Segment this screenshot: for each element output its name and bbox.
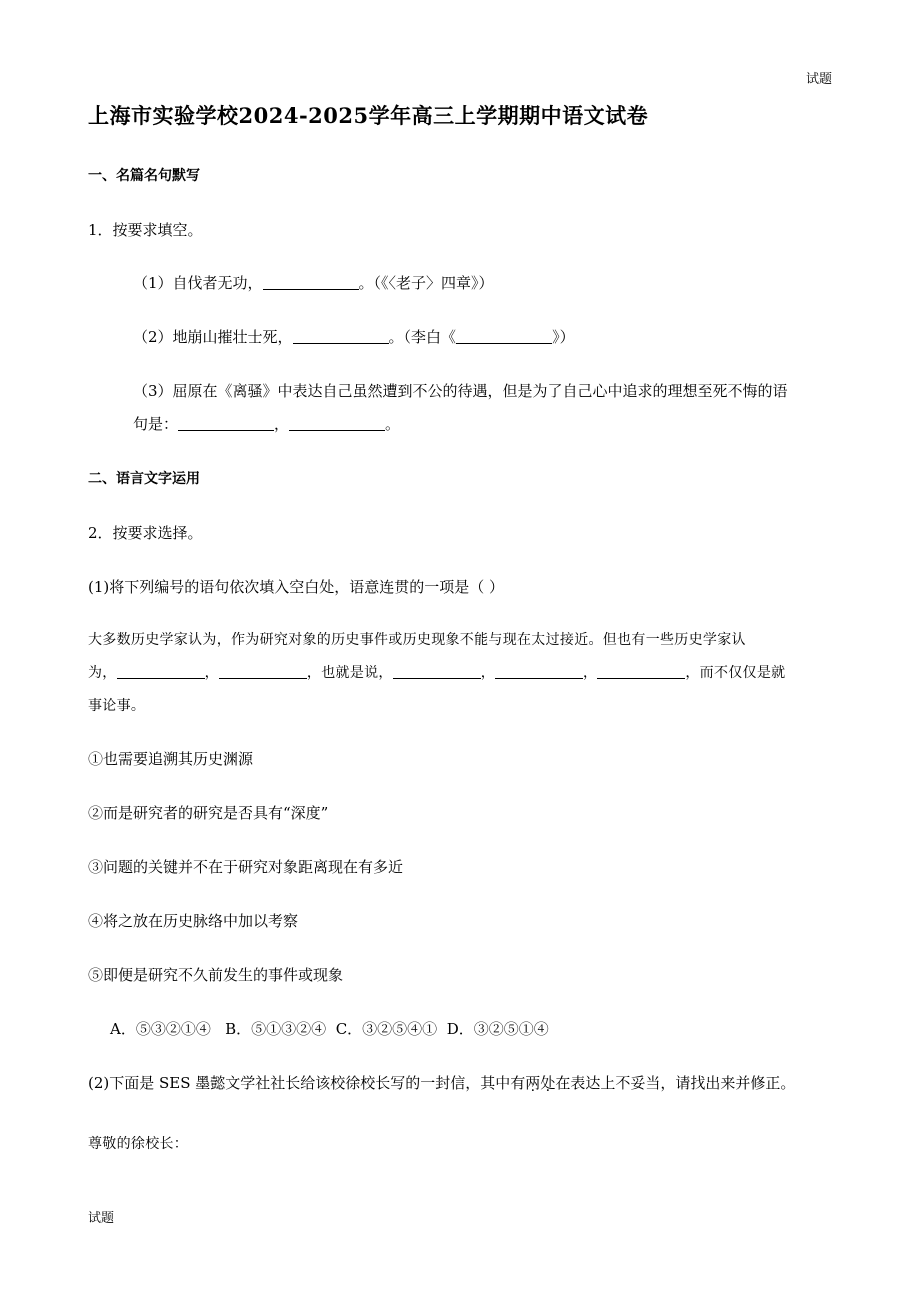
answer-blank xyxy=(219,664,307,679)
item-text: ， xyxy=(274,415,290,433)
header-label: 试题 xyxy=(806,72,833,87)
sentence-item-4: ④将之放在历史脉络中加以考察 xyxy=(88,912,299,930)
passage-line-1: 大多数历史学家认为，作为研究对象的历史事件或历史现象不能与现在太过接近。但也有一些历史学家认 xyxy=(88,632,746,648)
item-text: 。（《〈老子〉四章》） xyxy=(358,274,494,292)
passage-text: 为， xyxy=(88,665,117,681)
answer-blank xyxy=(456,329,552,344)
answer-blank xyxy=(117,664,205,679)
emphasis-mark: 两 xyxy=(525,1074,541,1092)
question-2-stem: 2．按要求选择。 xyxy=(88,524,203,542)
question-1-stem: 1．按要求填空。 xyxy=(88,221,203,239)
passage-line-3: 事论事。 xyxy=(88,698,146,714)
sentence-item-5: ⑤即便是研究不久前发生的事件或现象 xyxy=(88,966,344,984)
answer-blank xyxy=(178,416,274,431)
item-text: 。 xyxy=(385,415,401,433)
footer-label: 试题 xyxy=(88,1211,115,1226)
question-2-sub-2-stem xyxy=(88,1072,795,1093)
emphasis-mark: 处 xyxy=(540,1074,556,1092)
answer-blank xyxy=(293,329,389,344)
question-1-item-1 xyxy=(133,272,494,293)
passage-text: ，也就是说， xyxy=(306,665,393,681)
sentence-item-1: ①也需要追溯其历史渊源 xyxy=(88,750,254,768)
answer-options: A．⑤③②①④ B．⑤①③②④ C．③②⑤④① D．③②⑤①④ xyxy=(110,1020,549,1038)
passage-line-2 xyxy=(88,662,785,682)
question-1-item-2 xyxy=(133,326,575,347)
question-1-item-3-line-1: （3）屈原在《离骚》中表达自己虽然遭到不公的待遇，但是为了自己心中追求的理想至死不悔的语 xyxy=(133,382,788,400)
question-2-sub-1-stem: (1)将下列编号的语句依次填入空白处，语意连贯的一项是（ ） xyxy=(88,578,505,596)
section-heading-2: 二、语言文字运用 xyxy=(88,471,200,487)
passage-text: ， xyxy=(204,665,219,681)
stem-text: 在表达上不妥当，请找出来并修正。 xyxy=(555,1074,796,1092)
letter-salutation: 尊敬的徐校长： xyxy=(88,1136,189,1152)
stem-text: (2)下面是 SES 墨懿文学社社长给该校徐校长写的一封信，其中有 xyxy=(88,1074,526,1092)
passage-text: ， xyxy=(480,665,496,681)
item-text: （1）自伐者无功， xyxy=(133,274,263,292)
question-1-item-3-line-2 xyxy=(133,413,400,434)
answer-blank xyxy=(495,664,583,679)
answer-blank xyxy=(597,664,685,679)
item-text: 。（李白《 xyxy=(388,328,457,346)
page-title: 上海市实验学校2024-2025学年高三上学期期中语文试卷 xyxy=(88,103,649,128)
answer-blank xyxy=(289,416,385,431)
item-text: 》） xyxy=(552,328,575,346)
answer-blank xyxy=(263,275,359,290)
sentence-item-2: ②而是研究者的研究是否具有“深度” xyxy=(88,804,329,822)
item-text: （2）地崩山摧壮士死， xyxy=(133,328,293,346)
sentence-item-3: ③问题的关键并不在于研究对象距离现在有多近 xyxy=(88,858,404,876)
section-heading-1: 一、名篇名句默写 xyxy=(88,168,200,184)
passage-text: ， xyxy=(583,665,598,681)
item-text: 句是： xyxy=(133,415,179,433)
passage-text: ，而不仅仅是就 xyxy=(685,665,786,681)
answer-blank xyxy=(393,664,481,679)
